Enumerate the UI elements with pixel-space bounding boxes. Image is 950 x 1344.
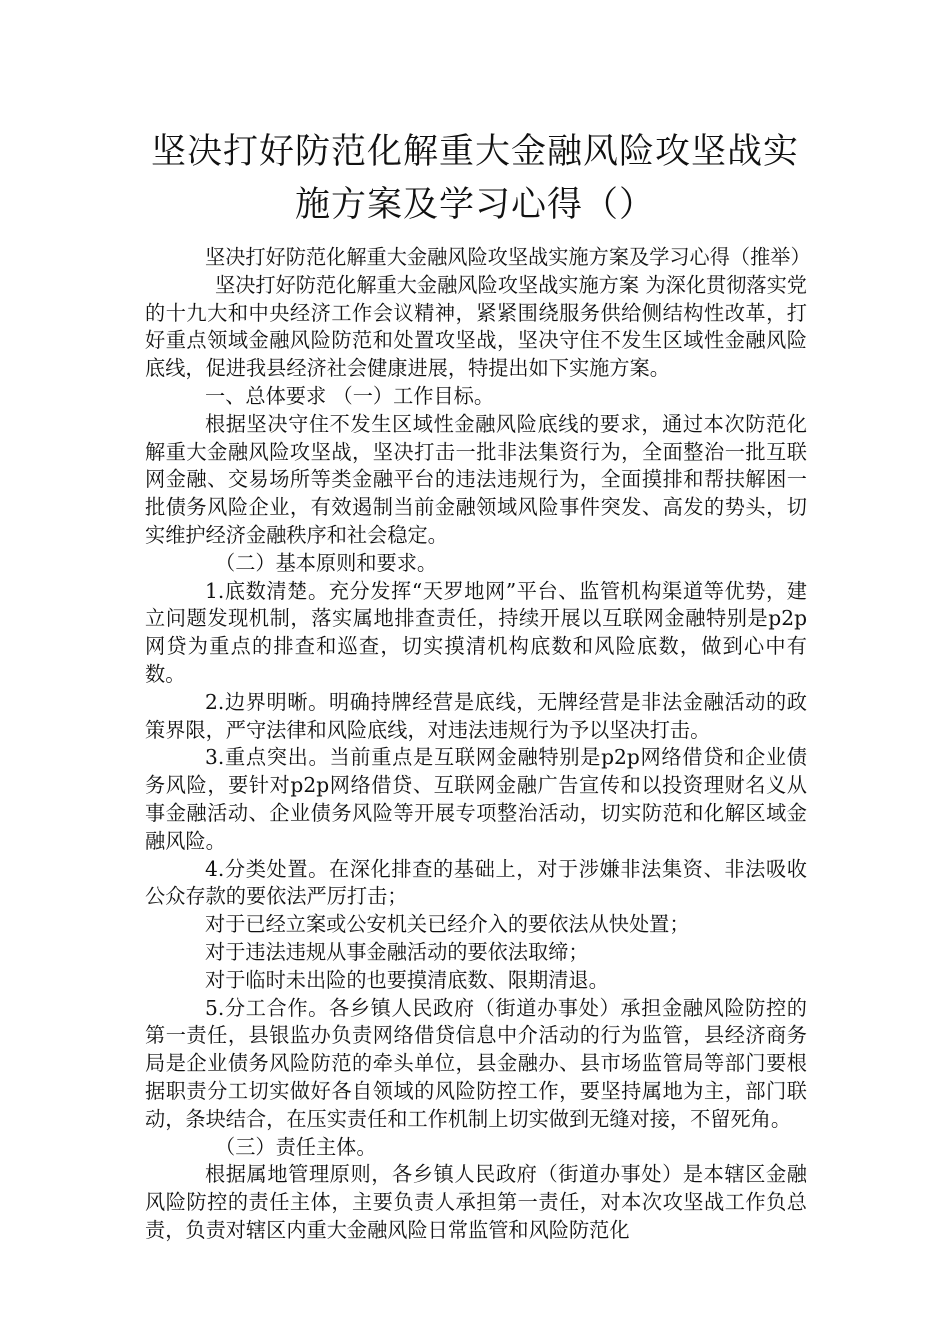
title-line-2: 施方案及学习心得（） (294, 185, 655, 225)
paragraph-item-3: 3.重点突出。当前重点是互联网金融特别是p2p网络借贷和企业债务风险，要针对p2p网络借贷、互联网金融广告宣传和以投资理财名义从事金融活动、企业债务风险等开展专项整治活动，切实防范和化解区域金融风险。 (145, 745, 807, 853)
heading-basic-principles: （二）基本原则和要求。 (215, 550, 438, 575)
title-line-1: 坚决打好防范化解重大金融风险攻坚战实 (150, 132, 799, 172)
paragraph-goals: 根据坚决守住不发生区域性金融风险底线的要求，通过本次防范化解重大金融风险攻坚战，坚决打击一批非法集资行为，全面整治一批互联网金融、交易场所等类金融平台的违法违规行为，全面摸排和帮扶解困一批债务风险企业，有效遏制当前金融领域风险事件突发、高发的势头，切实维护经济金融秩序和社会稳定。 (145, 411, 807, 547)
paragraph-intro: 坚决打好防范化解重大金融风险攻坚战实施方案 为深化贯彻落实党的十九大和中央经济工作会议精神，紧紧围绕服务供给侧结构性改革，打好重点领域金融风险防范和处置攻坚战，坚决守住不发生区域性金融风险底线，促进我县经济社会健康进展，特提出如下实施方案。 (145, 272, 807, 381)
paragraph-item-1: 1.底数清楚。充分发挥“天罗地网”平台、监管机构渠道等优势，建立问题发现机制，落实属地排查责任，持续开展以互联网金融特别是p2p网贷为重点的排查和巡查，切实摸清机构底数和风险底数，做到心中有数。 (145, 578, 807, 686)
paragraph-item-4-c: 对于临时未出险的也要摸清底数、限期清退。 (205, 967, 609, 992)
heading-responsible-entities: （三）责任主体。 (215, 1134, 377, 1159)
document-body (145, 244, 811, 1245)
paragraph-item-4: 4.分类处置。在深化排查的基础上，对于涉嫌非法集资、非法吸收公众存款的要依法严厉打击； (145, 856, 807, 909)
paragraph-item-4-b: 对于违法违规从事金融活动的要依法取缔； (205, 939, 589, 964)
heading-overall-requirements: 一、总体要求 （一）工作目标。 (205, 383, 495, 408)
paragraph-item-4-a: 对于已经立案或公安机关已经介入的要依法从快处置； (205, 912, 690, 937)
paragraph-item-5: 5.分工合作。各乡镇人民政府（街道办事处）承担金融风险防控的第一责任，县银监办负责网络借贷信息中介活动的行为监管，县经济商务局是企业债务风险防范的牵头单位，县金融办、县市场监管局等部门要根据职责分工切实做好各自领域的风险防控工作，要坚持属地为主，部门联动，条块结合，在压实责任和工作机制上切实做到无缝对接，不留死角。 (145, 995, 807, 1131)
paragraph-subtitle: 坚决打好防范化解重大金融风险攻坚战实施方案及学习心得（推举） (205, 245, 811, 269)
paragraph-item-2: 2.边界明晰。明确持牌经营是底线，无牌经营是非法金融活动的政策界限，严守法律和风险底线，对违法违规行为予以坚决打击。 (145, 689, 807, 742)
paragraph-responsibility: 根据属地管理原则，各乡镇人民政府（街道办事处）是本辖区金融风险防控的责任主体，主要负责人承担第一责任，对本次攻坚战工作负总责，负责对辖区内重大金融风险日常监管和风险防范化 (145, 1162, 807, 1242)
document-title (120, 126, 830, 232)
